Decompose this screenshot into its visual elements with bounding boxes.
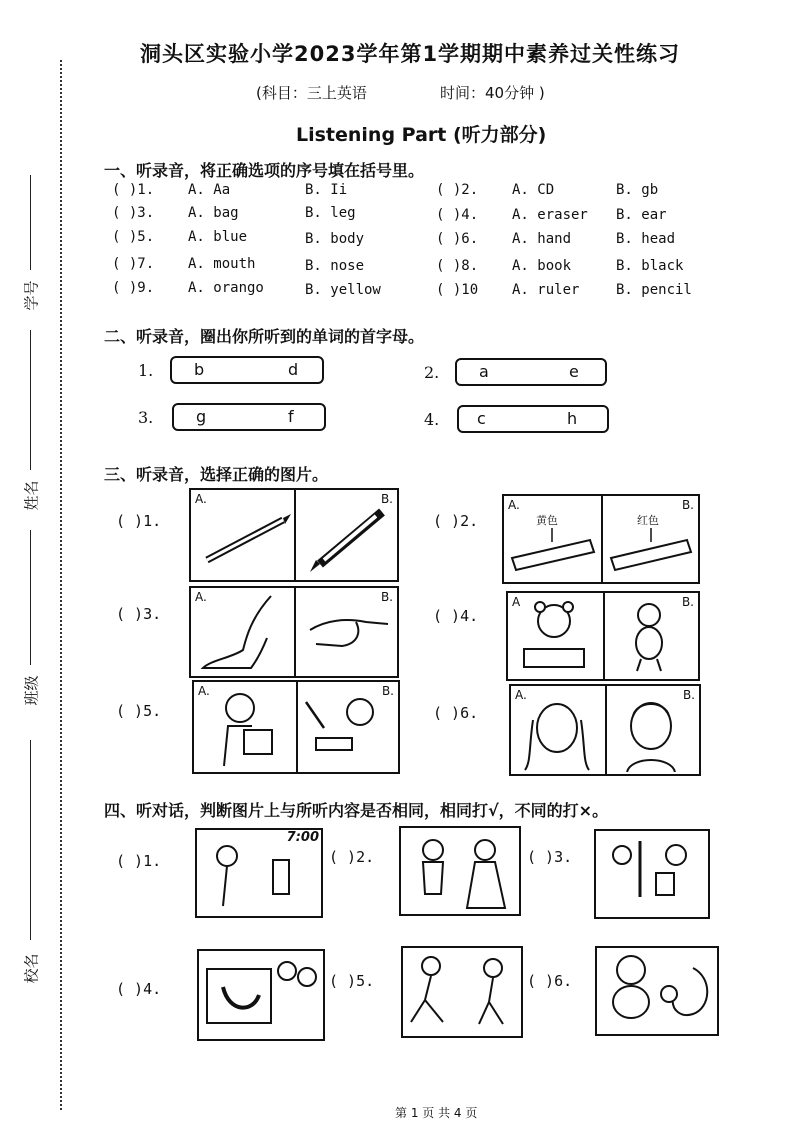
s1-item-9-a: A. orango [188,280,264,296]
s1-item-5-num[interactable]: ( )5. [112,229,155,245]
s2-item-1-left-letter[interactable]: b [194,360,205,379]
student-number-label: 学号 [22,280,41,311]
s2-item-2-left-letter[interactable]: a [479,362,489,381]
option-a-label: A. [195,492,207,506]
s3-item-4-option-a[interactable] [508,593,603,679]
s1-item-10-b: B. pencil [616,282,692,298]
s3-item-6-num[interactable]: ( )6. [433,704,479,722]
option-b-label: B. [682,688,695,702]
s1-item-2-b: B. gb [616,182,659,198]
s1-item-7-num[interactable]: ( )7. [112,256,155,272]
boy-and-girl-greeting-icon [401,828,519,914]
s1-item-3-b: B. leg [305,205,356,221]
s3-item-5-option-b[interactable] [296,682,398,772]
animals-icon [597,948,717,1034]
s3-item-6-panel [509,684,701,776]
option-a-label: A. [195,590,207,604]
s1-item-3-num[interactable]: ( )3. [112,205,155,221]
s3-item-3-panel [189,586,399,678]
s1-item-6-a: A. hand [512,231,572,247]
name-label: 姓名 [22,480,41,511]
s1-item-7-a: A. mouth [188,256,256,272]
s1-item-8-num[interactable]: ( )8. [436,258,479,274]
s3-item-4-num[interactable]: ( )4. [433,607,479,625]
s4-item-3-num[interactable]: ( )3. [527,848,573,866]
clock-time: 7:00 [286,830,319,845]
s3-item-4-option-b[interactable] [603,593,698,679]
school-line [30,740,31,940]
s3-item-2-panel [502,494,700,584]
section2-heading: 二、听录音，圈出你所听到的单词的首字母。 [104,327,425,346]
page-number-footer: 第 1 页 共 4 页 [395,1106,478,1120]
s2-item-1-box [170,356,324,384]
s1-item-6-b: B. head [616,231,676,247]
s1-item-9-num[interactable]: ( )9. [112,280,155,296]
s2-item-3-box [172,403,326,431]
s1-item-7-b: B. nose [305,258,365,274]
s2-item-4-num: 4. [424,410,440,429]
s3-item-6-option-a[interactable] [511,686,605,774]
bear-reading-icon [508,593,602,677]
s3-item-1-option-a[interactable] [191,490,294,580]
s2-item-4-right-letter[interactable]: h [567,409,578,428]
s1-item-4-num[interactable]: ( )4. [436,207,479,223]
option-b-label: B. [380,492,393,506]
s2-item-3-left-letter[interactable]: g [196,407,207,426]
section3-heading: 三、听录音，选择正确的图片。 [104,465,329,484]
s2-item-2-right-letter[interactable]: e [569,362,579,381]
s2-item-2-box [455,358,607,386]
s2-item-1-num: 1. [138,361,154,380]
option-b-label: B. [380,590,393,604]
time-info: 时间：40分钟 ) [440,84,545,102]
s1-item-5-b: B. body [305,231,365,247]
option-a-label: A. [515,688,527,702]
section4-heading: 四、听对话，判断图片上与所听内容是否相同，相同打√，不同的打×。 [104,801,609,820]
s4-item-6-picture [595,946,719,1036]
binding-dotted-line [60,60,62,1110]
s1-item-2-a: A. CD [512,182,555,198]
s1-item-8-a: A. book [512,258,572,274]
s4-item-2-picture [399,826,521,916]
s3-item-2-option-b[interactable] [601,496,698,582]
s1-item-9-b: B. yellow [305,282,381,298]
children-playing-icon [403,948,521,1036]
s4-item-3-picture [594,829,710,919]
s3-item-5-option-a[interactable] [194,682,296,772]
s2-item-2-num: 2. [424,363,440,382]
s1-item-5-a: A. blue [188,229,248,245]
school-label: 校名 [22,953,41,984]
subject-info: (科目：三上英语 [256,84,367,102]
s1-item-10-a: A. ruler [512,282,580,298]
s1-item-1-b: B. Ii [305,182,348,198]
s2-item-3-num: 3. [138,408,154,427]
s3-item-3-num[interactable]: ( )3. [116,605,162,623]
s1-item-8-b: B. black [616,258,684,274]
s1-item-1-a: A. Aa [188,182,231,198]
s3-item-3-option-b[interactable] [294,588,397,676]
s4-item-5-picture [401,946,523,1038]
banana-drawing-icon [199,951,323,1039]
option-b-label: B. [681,498,694,512]
class-label: 班级 [22,675,41,706]
s1-item-6-num[interactable]: ( )6. [436,231,479,247]
s3-item-1-panel [189,488,399,582]
s1-item-4-b: B. ear [616,207,667,223]
s2-item-4-box [457,405,609,433]
option-a-label: A [512,595,521,609]
s1-item-2-num[interactable]: ( )2. [436,182,479,198]
s3-item-5-num[interactable]: ( )5. [116,702,162,720]
option-b-label: B. [681,595,694,609]
s3-item-2-num[interactable]: ( )2. [433,512,479,530]
option-a-label: A. [508,498,520,512]
s3-item-1-num[interactable]: ( )1. [116,512,162,530]
class-line [30,530,31,665]
s4-item-1-num[interactable]: ( )1. [116,852,162,870]
red-note: 红色 [637,514,659,527]
s2-item-3-right-letter[interactable]: f [288,407,294,426]
option-a-label: A. [198,684,210,698]
s1-item-1-num[interactable]: ( )1. [112,182,155,198]
s3-item-1-option-b[interactable] [294,490,397,580]
s3-item-3-option-a[interactable] [191,588,294,676]
s3-item-4-panel [506,591,700,681]
s1-item-3-a: A. bag [188,205,239,221]
s1-item-10-num[interactable]: ( )10 [436,282,479,298]
s4-item-4-picture [197,949,325,1041]
s3-item-5-panel [192,680,400,774]
option-b-label: B. [381,684,394,698]
name-line [30,330,31,470]
s3-item-6-option-b[interactable] [605,686,699,774]
s1-item-4-a: A. eraser [512,207,588,223]
exam-title: 洞头区实验小学2023学年第1学期期中素养过关性练习 [140,42,681,66]
s4-item-6-num[interactable]: ( )6. [527,972,573,990]
s3-item-2-option-a[interactable] [504,496,601,582]
part-title: Listening Part (听力部分) [296,124,547,146]
s4-item-5-num[interactable]: ( )5. [329,972,375,990]
yellow-note: 黄色 [536,514,558,527]
s4-item-4-num[interactable]: ( )4. [116,980,162,998]
s2-item-4-left-letter[interactable]: c [477,409,486,428]
student-number-line [30,175,31,270]
children-with-ruler-icon [596,831,708,917]
s4-item-2-num[interactable]: ( )2. [329,848,375,866]
section1-heading: 一、听录音，将正确选项的序号填在括号里。 [104,161,425,180]
s4-item-1-picture [195,828,323,918]
s2-item-1-right-letter[interactable]: d [288,360,299,379]
